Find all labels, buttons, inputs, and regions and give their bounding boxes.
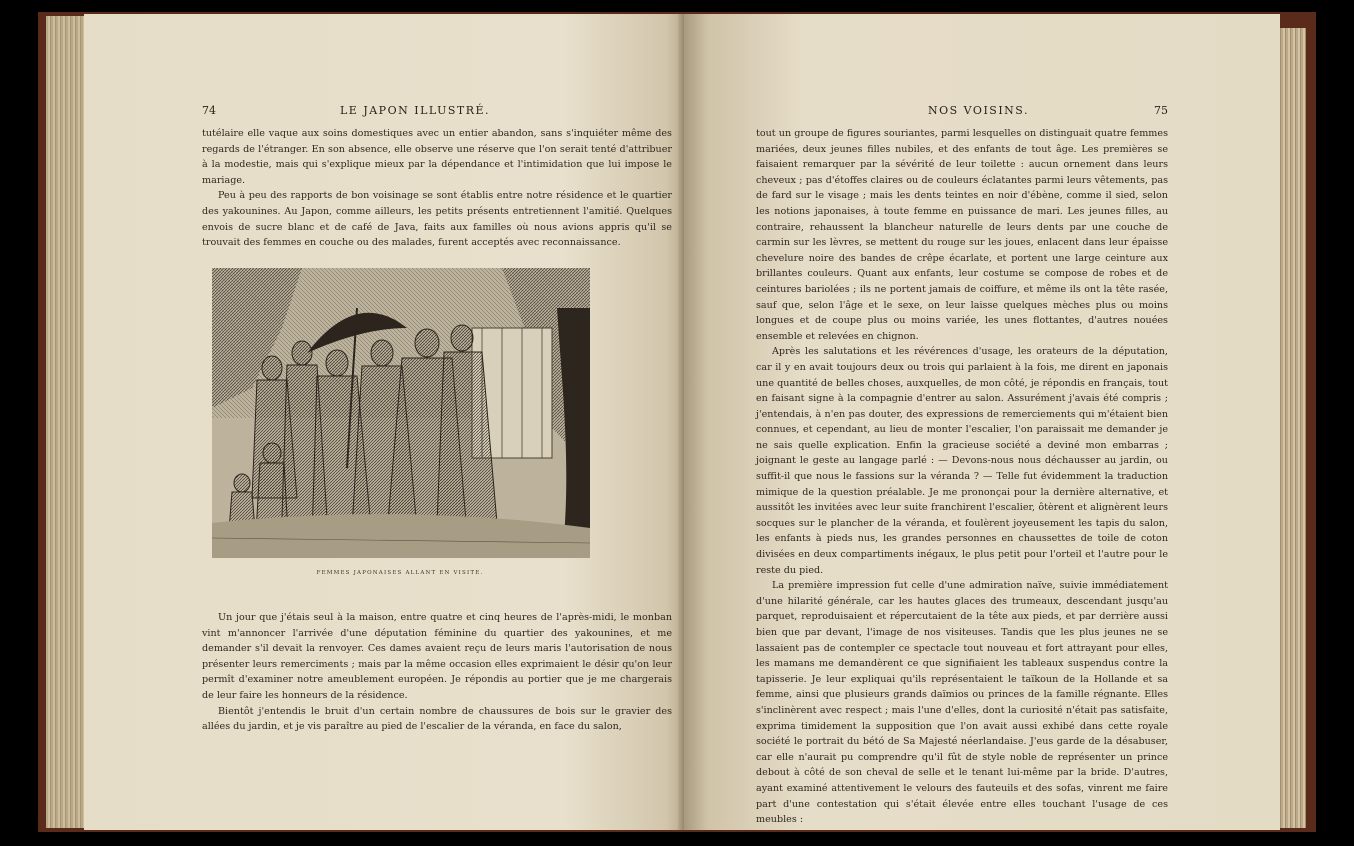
paragraph: Après les salutations et les révérences d'usage, les orateurs de la députation, car il y en avait toujours deux ou trois qui parlaient à la fois, me dirent en japonais une quantité de belles choses, auxquelles, de mon côté, je répondis en français, tout en faisant signe à la compagnie d'entrer au salon. Assurément j'avais été compris ; j'entendais, à n'en pas douter, des expressions de remerciements qui m'étaient bien connues, et cependant, au lieu de monter l'escalier, l'on paraissait me demander je ne sais quelle explication. Enfin la gracieuse société a deviné mon embarras ; joignant le geste au langage parlé : — Devons-nous nous déchausser au jardin, ou suffit-il que nous le fassions sur la véranda ? — Telle fut évidemment la traduction mimique de la question préalable. Je me prononçai pour la dernière alternative, et aussitôt les invitées avec leur suite franchirent l'escalier, ôtèrent et alignèrent leurs socques sur le plancher de la véranda, et foulèrent joyeusement les tapis du salon, les enfants à pieds nus, les grandes personnes en chaussettes de toile de coton divisées en deux compartiments inégaux, le plus petit pour l'orteil et l'autre pour le reste du pied. (756, 346, 1168, 576)
right-text (756, 126, 1168, 828)
paragraph: La première impression fut celle d'une admiration naïve, suivie immédiatement d'une hilarité générale, car les hautes glaces des trumeaux, descendant jusqu'au parquet, reproduisaient et répercutaient de la tête aux pieds, et par derrière aussi bien que par devant, l'image de nos visiteuses. Tandis que les plus jeunes ne se lassaient pas de contempler ce spectacle tout nouveau et fort attrayant pour elles, les mamans me demandèrent ce que signifiaient les tableaux suspendus contre la tapisserie. Je leur expliquai qu'ils représentaient le taïkoun de la Hollande et sa femme, ainsi que plusieurs grands daïmios ou princes de la famille régnante. Elles s'inclinèrent avec respect ; mais l'une d'elles, dont la curiosité n'était pas satisfaite, exprima timidement la supposition que l'on avait aussi exhibé dans cette royale société le portrait du bétó de Sa Majesté néerlandaise. J'eus garde de la désabuser, car elle n'aurait pu comprendre qu'il fût de style noble de représenter un prince debout à côté de son cheval de selle et le tenant lui-même par la bride. D'autres, ayant examiné attentivement le velours des fauteuils et des sofas, vinrent me faire part d'une contestation qui s'était élevée entre elles touchant l'usage de ces meubles : (756, 580, 1168, 826)
paragraph: Un jour que j'étais seul à la maison, entre quatre et cinq heures de l'après-midi, le monban vint m'annoncer l'arrivée d'une députation féminine du quartier des yakounines, et me demander s'il devait la renvoyer. Ces dames avaient reçu de leurs maris l'autorisation de nous présenter leurs remerciments ; mais par la même occasion elles exprimaient le désir qu'on leur permît d'examiner notre ameublement européen. Je répondis au portier que je me chargerais de leur faire les honneurs de la résidence. (202, 612, 672, 701)
running-head-left: LE JAPON ILLUSTRÉ. (340, 104, 491, 117)
page-edges-right (1276, 28, 1306, 828)
page-number-right: 75 (1154, 104, 1168, 117)
figure-caption: FEMMES JAPONAISES ALLANT EN VISITE. (316, 570, 484, 576)
paragraph: Bientôt j'entendis le bruit d'un certain nombre de chaussures de bois sur le gravier des allées du jardin, et je vis paraître au pied de l'escalier de la véranda, en face du salon, (202, 705, 672, 733)
engraving-illustration (212, 268, 590, 558)
paragraph: tout un groupe de figures souriantes, parmi lesquelles on distinguait quatre femmes mariées, deux jeunes filles nubiles, et des enfants de tout âge. Les premières se faisaient remarquer par la sévérité de leur toilette : aucun ornement dans leurs cheveux ; pas d'étoffes claires ou de couleurs éclatantes parmi leurs vêtements, pas de fard sur le visage ; mais les dents teintes en noir d'ébène, comme il sied, selon les notions japonaises, à toute femme en puissance de mari. Les jeunes filles, au contraire, rehaussent la blancheur naturelle de leurs dents par une couche de carmin sur les lèvres, se mettent du rouge sur les joues, enlacent dans leur épaisse chevelure noire des bandes de crêpe écarlate, et portent une large ceinture aux brillantes couleurs. Quant aux enfants, leur costume se compose de robes et de ceintures bariolées ; ils ne portent jamais de coiffure, et même ils ont la tête rasée, sauf que, selon l'âge et le sexe, on leur laisse quelques mèches plus ou moins longues et de coupe plus ou moins variée, les unes flottantes, d'autres nouées ensemble et relevées en chignon. (756, 128, 1168, 342)
running-head-right: NOS VOISINS. (928, 104, 1029, 117)
page-number-left: 74 (202, 104, 216, 117)
left-text-top (202, 126, 672, 251)
left-text-bottom (202, 610, 672, 735)
paragraph: Peu à peu des rapports de bon voisinage se sont établis entre notre résidence et le quartier des yakounines. Au Japon, comme ailleurs, les petits présents entretiennent l'amitié. Quelques envois de sucre blanc et de café de Java, faits aux familles où nous avions appris qu'il se trouvait des femmes en couche ou des malades, furent acceptés avec reconnaissance. (202, 190, 672, 249)
paragraph: tutélaire elle vaque aux soins domestiques avec un entier abandon, sans s'inquiéter même des regards de l'étranger. En son absence, elle observe une réserve que l'on serait tenté d'attribuer à la modestie, mais qui s'explique mieux par la dépendance et l'intimidation que lui impose le mariage. (202, 128, 672, 186)
right-page (684, 14, 1280, 830)
engraving-japanese-women-icon (212, 268, 590, 558)
